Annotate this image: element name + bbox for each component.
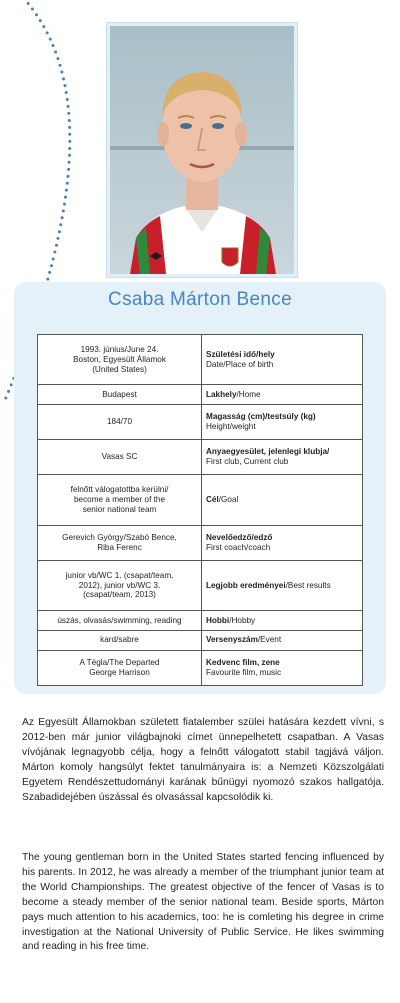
row-value-line: kard/sabre <box>100 635 139 645</box>
row-label-english: Favourite film, music <box>206 667 282 677</box>
row-label <box>202 335 363 385</box>
row-label <box>202 560 363 610</box>
table-row <box>38 650 363 685</box>
table-row <box>38 525 363 560</box>
row-value-line: felnőtt válogatottba kerülni/ <box>70 485 169 495</box>
table-row <box>38 385 363 405</box>
row-value-line: become a member of the <box>73 495 166 505</box>
row-value-line: Boston, Egyesült Államok <box>73 354 166 364</box>
athlete-name: Csaba Márton Bence <box>108 289 292 310</box>
row-value-line: 1993. június/June 24. <box>80 344 159 354</box>
row-value <box>38 405 202 440</box>
row-label-english: Date/Place of birth <box>206 359 274 369</box>
profile-info-table <box>37 334 363 686</box>
row-value-line: senior national team <box>82 504 157 514</box>
row-value-line: Riba Ferenc <box>97 542 142 552</box>
row-label-hungarian: Nevelőedző/edző <box>206 532 273 542</box>
row-value <box>38 560 202 610</box>
row-label-hungarian: Születési idő/hely <box>206 349 275 359</box>
table-row <box>38 560 363 610</box>
row-label-english: Height/weight <box>206 422 256 432</box>
row-value <box>38 650 202 685</box>
table-row <box>38 335 363 385</box>
row-value <box>38 385 202 405</box>
row-label <box>202 525 363 560</box>
table-row <box>38 440 363 475</box>
row-label-english: /Hobby <box>229 615 256 625</box>
table-row <box>38 611 363 631</box>
row-value-line: junior vb/WC 1. (csapat/team, <box>65 570 174 580</box>
row-value-line: George Harrison <box>89 667 150 677</box>
table-row <box>38 405 363 440</box>
row-label <box>202 611 363 631</box>
row-label-english: /Goal <box>218 495 239 505</box>
row-value <box>38 525 202 560</box>
table-row <box>38 475 363 525</box>
row-value <box>38 440 202 475</box>
row-value-line: 2012), junior vb/WC 3. <box>78 580 161 590</box>
row-value <box>38 630 202 650</box>
row-value-line: 184/70 <box>106 417 133 427</box>
row-label-hungarian: Versenyszám <box>206 635 258 645</box>
row-value-line: Budapest <box>102 389 137 399</box>
row-value-line: (csapat/team, 2013) <box>83 590 156 600</box>
row-label-hungarian: Legjobb eredményei <box>206 580 286 590</box>
photo-frame <box>106 22 298 278</box>
row-value <box>38 475 202 525</box>
row-value-line: úszás, olvasás/swimming, reading <box>57 615 182 625</box>
row-label <box>202 385 363 405</box>
row-label-hungarian: Cél <box>206 495 219 505</box>
portrait-photo-icon <box>110 26 294 274</box>
row-label-english: /Home <box>236 389 261 399</box>
row-label-english: /Best results <box>285 580 331 590</box>
row-value-line: Gerevich György/Szabó Bence, <box>62 532 177 542</box>
biography-english: The young gentleman born in the United States started fencing influenced by his parents. In 2012, he was already a member of the triumphant junior team at the World Championships. The greatest objective of the fencer of Vasas is to become a steady member of the senior national team. Beside sports, Márton pays much attention to his academics, too: he is comleting his degree in crime investigation at the National University of Public Service. He likes swimming and reading in his free time. <box>22 852 384 953</box>
row-label <box>202 650 363 685</box>
row-value <box>38 335 202 385</box>
row-label <box>202 440 363 475</box>
biography-hungarian: Az Egyesült Államokban született fiatalember szülei hatására kezdett vívni, s 2012-ben már junior világbajnoki címet ünnepelhetett csapatban. A Vasas vívójának legnagyobb célja, hogy a felnőtt válogatott stabil tagjává váljon. Márton komoly hangsúlyt fektet tanulmányaira is: a Nemzeti Közszolgálati Egyetem Rendészettudományi karának bűnügyi nyomozó szakos hallgatója. Szabadidejében úszással és olvasással kapcsolódik ki. <box>22 717 384 803</box>
row-value <box>38 611 202 631</box>
row-value-line: (United States) <box>92 364 147 374</box>
row-label-english: First club, Current club <box>206 457 289 467</box>
row-label-hungarian: Lakhely <box>206 389 237 399</box>
row-label-hungarian: Kedvenc film, zene <box>206 658 280 668</box>
row-label <box>202 405 363 440</box>
table-row <box>38 630 363 650</box>
row-label-hungarian: Hobbi <box>206 615 230 625</box>
row-label <box>202 475 363 525</box>
row-label-hungarian: Magasság (cm)/testsúly (kg) <box>206 412 316 422</box>
row-value-line: Vasas SC <box>101 452 138 462</box>
row-label <box>202 630 363 650</box>
row-value-line: A Tégla/The Departed <box>79 658 160 668</box>
row-label-english: First coach/coach <box>206 542 271 552</box>
row-label-english: /Event <box>257 635 282 645</box>
row-label-hungarian: Anyaegyesület, jelenlegi klubja/ <box>206 447 330 457</box>
